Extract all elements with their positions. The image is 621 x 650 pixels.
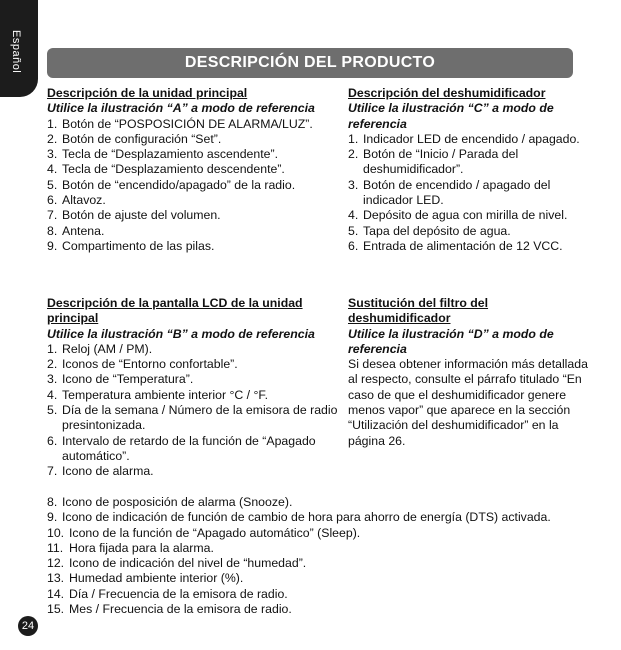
list-item: [348, 147, 593, 178]
item-text: Botón de ajuste del volumen.: [62, 208, 221, 223]
filter-body: Si desea obtener información más detallada al respecto, consulte el párrafo titulado “En caso de que el deshumidificador genere menos vapor” que aparece en la sección “Utilización del deshumidificador” en la página 26.: [348, 357, 588, 448]
main-unit-subheading: Utilice la ilustración “A” a modo de referencia: [47, 101, 315, 116]
item-text: Día de la semana / Número de la emisora de radio presintonizada.: [62, 403, 338, 433]
dehumidifier-list: [348, 132, 593, 254]
list-item: [47, 372, 342, 387]
page-title: DESCRIPCIÓN DEL PRODUCTO: [184, 54, 436, 71]
item-text: Entrada de alimentación de 12 VCC.: [363, 238, 563, 253]
item-number: 2.: [47, 357, 58, 372]
item-text: Hora fijada para la alarma.: [69, 540, 214, 555]
lcd-subheading: Utilice la ilustración “B” a modo de referencia: [47, 326, 315, 341]
item-text: Temperatura ambiente interior °C / °F.: [62, 387, 268, 402]
dehumidifier-heading: Descripción del deshumidificador: [348, 86, 546, 100]
list-item: [47, 162, 342, 177]
list-item: [47, 587, 587, 602]
item-text: Botón de “Inicio / Parada del deshumidificador”.: [363, 147, 519, 177]
item-text: Iconos de “Entorno confortable”.: [62, 357, 238, 372]
list-item: [47, 403, 342, 434]
list-item: [348, 178, 593, 209]
lcd-section: [47, 296, 342, 480]
list-item: [47, 357, 342, 372]
item-text: Altavoz.: [62, 193, 106, 208]
main-unit-heading: Descripción de la unidad principal: [47, 86, 248, 100]
list-item: [47, 464, 342, 479]
dehumidifier-section: [348, 86, 593, 254]
item-number: 1.: [348, 131, 359, 146]
item-text: Tapa del depósito de agua.: [363, 223, 511, 238]
language-tab: [0, 0, 38, 97]
item-number: 7.: [47, 464, 58, 479]
list-item: [47, 193, 342, 208]
lcd-list-continued: [47, 495, 587, 617]
item-text: Botón de configuración “Set”.: [62, 131, 222, 146]
item-number: 2.: [47, 131, 58, 146]
item-text: Intervalo de retardo de la función de “Apagado automático”.: [62, 433, 316, 463]
item-number: 6.: [47, 433, 58, 448]
list-item: [47, 208, 342, 223]
list-item: [348, 208, 593, 223]
list-item: [47, 526, 587, 541]
list-item: [47, 510, 587, 525]
dehumidifier-subheading: Utilice la ilustración “C” a modo de referencia: [348, 101, 554, 131]
lcd-list: [47, 342, 342, 480]
item-number: 9.: [47, 238, 58, 253]
item-number: 14.: [47, 586, 65, 601]
filter-section: [348, 296, 593, 449]
item-number: 3.: [348, 177, 359, 192]
item-text: Reloj (AM / PM).: [62, 341, 153, 356]
item-text: Día / Frecuencia de la emisora de radio.: [69, 586, 288, 601]
list-item: [47, 541, 587, 556]
lcd-heading: Descripción de la pantalla LCD de la unidad principal: [47, 296, 303, 326]
item-number: 8.: [47, 495, 58, 509]
list-item: [47, 571, 587, 586]
item-number: 8.: [47, 223, 58, 238]
item-text: Icono de indicación de función de cambio de hora para ahorro de energía (DTS) activada.: [62, 510, 551, 525]
list-item: [47, 556, 587, 571]
list-item: [47, 147, 342, 162]
item-number: 2.: [348, 147, 359, 162]
item-text: Icono de la función de “Apagado automático” (Sleep).: [69, 525, 361, 540]
item-text: Indicador LED de encendido / apagado.: [363, 131, 580, 146]
list-item: [47, 434, 342, 465]
page-number: 24: [18, 616, 38, 636]
section-title-bar: [47, 48, 573, 78]
item-text: Icono de “Temperatura”.: [62, 372, 194, 387]
item-text: Icono de indicación del nivel de “humedad”.: [69, 556, 307, 571]
item-text: Botón de “encendido/apagado” de la radio.: [62, 177, 296, 192]
item-number: 6.: [348, 238, 359, 253]
list-item: [47, 239, 342, 254]
lcd-section-continued: [47, 495, 587, 617]
item-text: Botón de encendido / apagado del indicador LED.: [363, 177, 551, 208]
item-number: 15.: [47, 602, 65, 617]
language-label: Español: [10, 30, 22, 74]
list-item: [47, 388, 342, 403]
filter-subheading: Utilice la ilustración “D” a modo de referencia: [348, 326, 554, 356]
item-number: 7.: [47, 208, 58, 223]
main-unit-list: [47, 117, 342, 255]
list-item: [47, 132, 342, 147]
item-number: 5.: [47, 403, 58, 418]
item-number: 1.: [47, 116, 58, 131]
item-number: 10.: [47, 525, 65, 540]
item-text: Botón de “POSPOSICIÓN DE ALARMA/LUZ”.: [62, 116, 313, 131]
list-item: [47, 495, 587, 510]
item-text: Mes / Frecuencia de la emisora de radio.: [69, 602, 292, 617]
list-item: [348, 132, 593, 147]
item-text: Antena.: [62, 223, 105, 238]
item-number: 5.: [47, 177, 58, 192]
item-number: 3.: [47, 147, 58, 162]
item-text: Tecla de “Desplazamiento ascendente”.: [62, 147, 278, 162]
item-number: 4.: [47, 387, 58, 402]
list-item: [47, 602, 587, 617]
item-text: Depósito de agua con mirilla de nivel.: [363, 208, 568, 223]
item-text: Icono de alarma.: [62, 464, 154, 479]
item-number: 3.: [47, 372, 58, 387]
item-number: 6.: [47, 193, 58, 208]
list-item: [47, 178, 342, 193]
item-text: Humedad ambiente interior (%).: [69, 571, 244, 586]
item-text: Compartimento de las pilas.: [62, 238, 215, 253]
list-item: [348, 239, 593, 254]
list-item: [348, 224, 593, 239]
item-number: 11.: [47, 540, 64, 555]
item-number: 1.: [47, 341, 58, 356]
item-number: 13.: [47, 571, 65, 586]
list-item: [47, 117, 342, 132]
list-item: [47, 224, 342, 239]
item-text: Tecla de “Desplazamiento descendente”.: [62, 162, 285, 177]
list-item: [47, 342, 342, 357]
item-text: Icono de posposición de alarma (Snooze).: [62, 495, 293, 509]
item-number: 12.: [47, 556, 65, 571]
item-number: 4.: [348, 208, 359, 223]
item-number: 9.: [47, 510, 58, 525]
item-number: 4.: [47, 162, 58, 177]
filter-heading: Sustitución del filtro del deshumidificador: [348, 296, 489, 326]
item-number: 5.: [348, 223, 359, 238]
main-unit-section: [47, 86, 342, 254]
